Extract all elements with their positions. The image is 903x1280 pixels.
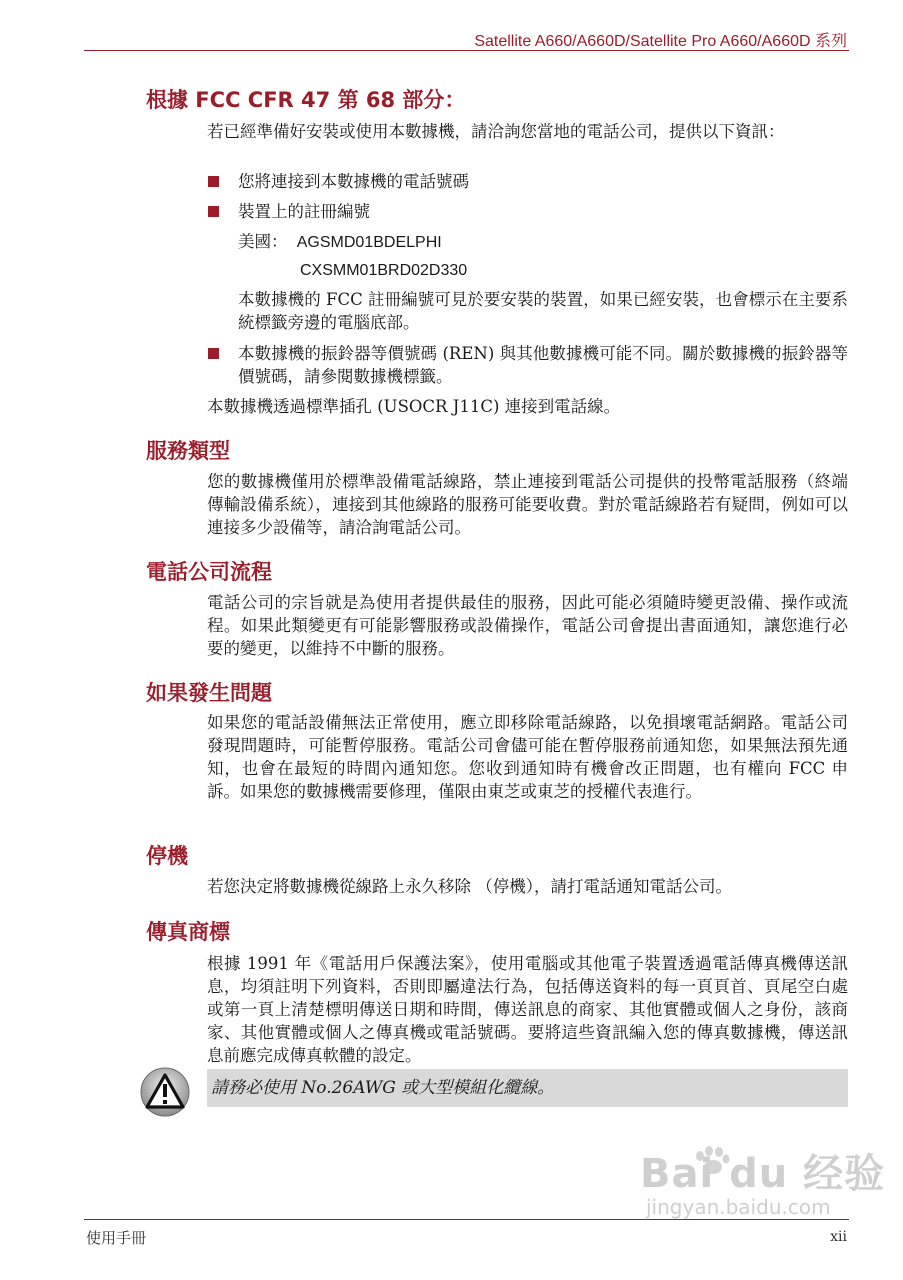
- registration-number: AGSMD01BDELPHI: [296, 234, 442, 251]
- fcc-intro: 若已經準備好安裝或使用本數據機，請洽詢您當地的電話公司，提供以下資訊：: [207, 122, 785, 141]
- bullet-square-icon: [208, 348, 219, 359]
- service-type-body: 您的數據機僅用於標準設備電話線路，禁止連接到電話公司提供的投幣電話服務（終端傳輸設備系統），連接到其他線路的服務可能要收費。對於電話線路若有疑問，例如可以連接多少設備等，請洽詢電話公司。: [207, 472, 848, 537]
- list-item-text: 您將連接到本數據機的電話號碼: [238, 172, 469, 191]
- registration-row-2: [300, 258, 467, 282]
- footer-divider: [84, 1219, 849, 1220]
- telco-procedures-body: 電話公司的宗旨就是為使用者提供最佳的服務，因此可能必須隨時變更設備、操作或流程。如果此類變更有可能影響服務或設備操作，電話公司會提出書面通知，讓您進行必要的變更，以維持不中斷的服務。: [207, 593, 848, 658]
- registration-country-label: 美國：: [238, 232, 288, 251]
- disconnect-body: 若您決定將數據機從線路上永久移除 （停機），請打電話通知電話公司。: [207, 877, 732, 896]
- fcc-closing: 本數據機透過標準插孔 (USOCR J11C) 連接到電話線。: [207, 397, 621, 416]
- watermark-logo-text: Bai du 经验: [640, 1151, 886, 1197]
- header-title: Satellite A660/A660D/Satellite Pro A660/A660D 系列: [474, 33, 847, 50]
- header-divider: [84, 50, 849, 51]
- problems-body: 如果您的電話設備無法正常使用，應立即移除電話線路，以免損壞電話網路。電話公司發現問題時，可能暫停服務。電話公司會儘可能在暫停服務前通知您，如果無法預先通知，也會在最短的時間內通知您。您收到通知時有機會改正問題，也有權向 FCC 申訴。如果您的數據機需要修理，僅限由東芝或東芝的授權代表進行。: [207, 713, 848, 801]
- list-item: [208, 342, 848, 388]
- heading-fax: 傳真商標: [146, 920, 230, 944]
- list-item-text: 本數據機的振鈴器等價號碼 (REN) 與其他數據機可能不同。關於數據機的振鈴器等價號碼，請參閱數據機標籤。: [238, 344, 848, 386]
- heading-telco-procedures: 電話公司流程: [146, 560, 272, 584]
- heading-fcc: 根據 FCC CFR 47 第 68 部分：: [146, 88, 466, 112]
- footer-manual-label: 使用手冊: [86, 1229, 147, 1247]
- list-item: [208, 170, 848, 193]
- caution-note: [207, 1069, 848, 1107]
- page-number: xii: [830, 1229, 847, 1245]
- watermark-url: jingyan.baidu.com: [646, 1195, 831, 1219]
- registration-row-1: [238, 230, 442, 254]
- heading-disconnect: 停機: [146, 844, 188, 868]
- bullet-square-icon: [208, 206, 219, 217]
- list-item-text: 裝置上的註冊編號: [238, 202, 370, 221]
- bullet-square-icon: [208, 176, 219, 187]
- watermark: [640, 1142, 885, 1219]
- warning-triangle-icon: [139, 1066, 191, 1118]
- registration-note: 本數據機的 FCC 註冊編號可見於要安裝的裝置，如果已經安裝，也會標示在主要系統標籤旁邊的電腦底部。: [238, 290, 848, 332]
- list-item: [208, 200, 848, 223]
- registration-number: CXSMM01BRD02D330: [300, 262, 468, 279]
- fax-body: 根據 1991 年《電話用戶保護法案》，使用電腦或其他電子裝置透過電話傳真機傳送訊息，均須註明下列資料，否則即屬違法行為，包括傳送資料的每一頁頁首、頁尾空白處或第一頁上清楚標明傳送日期和時間，傳送訊息的商家、其他實體或個人之身份，該商家、其他實體或個人之傳真機或電話號碼。要將這些資訊編入您的傳真數據機，傳送訊息前應完成傳真軟體的設定。: [207, 954, 848, 1065]
- caution-note-text: 請務必使用 No.26AWG 或大型模組化纜線。: [211, 1078, 555, 1098]
- heading-problems: 如果發生問題: [146, 681, 272, 705]
- heading-service-type: 服務類型: [146, 439, 230, 463]
